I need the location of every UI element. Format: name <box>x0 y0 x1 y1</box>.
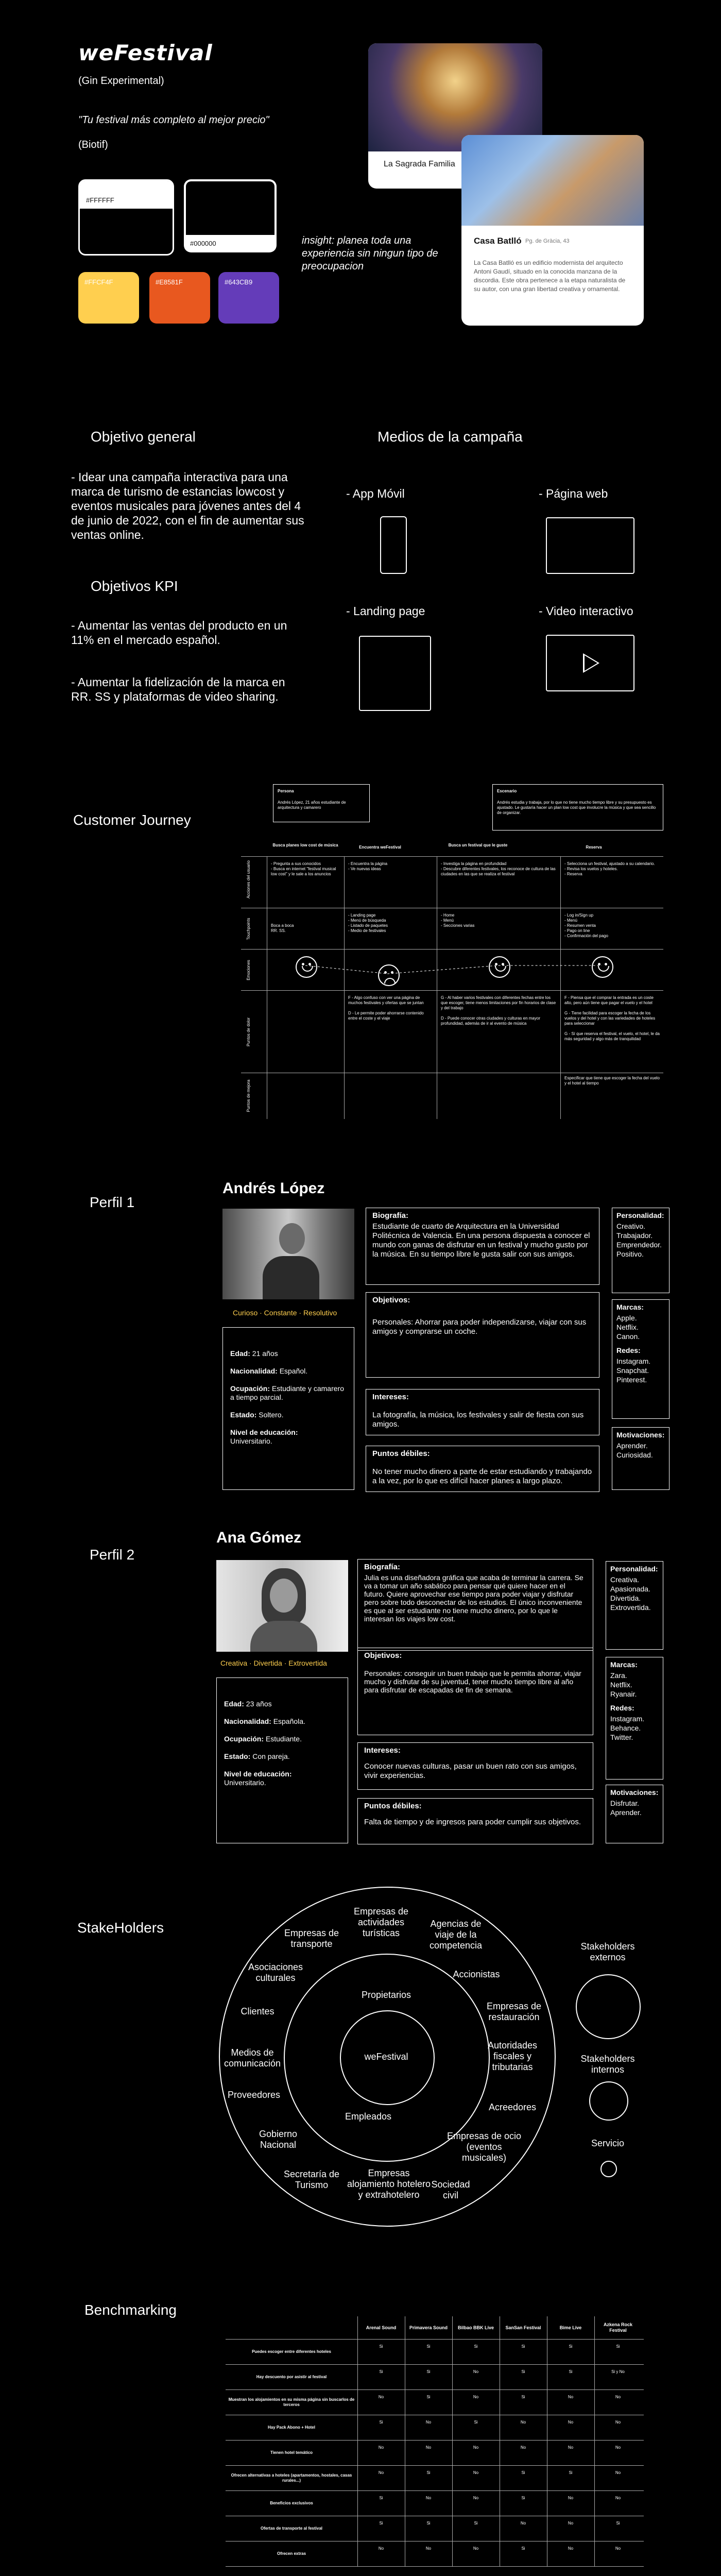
web-mockup-frame <box>546 517 634 574</box>
p1-red-text: Instagram. Snapchat. Pinterest. <box>616 1357 651 1384</box>
benchmarking-title: Benchmarking <box>84 2302 177 2318</box>
perfil2-motivaciones <box>606 1785 663 1843</box>
p1-mot-text: Aprender. Curiosidad. <box>616 1442 653 1459</box>
bench-row-label: Puedes escoger entre diferentes hoteles <box>252 2349 331 2354</box>
pain-4: F - Piensa que el comprar la entrada es un coste alto, pero aún tiene que pagar el vuelo y el hotel G - Tiene facilidad para escoger la fecha de los vuelos y del hotel y con las variedades de hoteles para seleccionar G - Sí que reserva el festival, el vuelo, el hotel, le da más seguridad y algo más de tranquilidad <box>564 995 660 1041</box>
legend-externos-label: Stakeholders externos <box>580 1941 635 1962</box>
stakeholder-mid-13: Medios de comunicación <box>224 2047 281 2069</box>
row-label-emociones: Emociones <box>246 960 251 980</box>
perfil1-obj <box>366 1292 599 1378</box>
p1-int-title: Intereses: <box>372 1393 409 1401</box>
bench-cell: Si <box>521 2470 525 2475</box>
p1-est: Soltero. <box>259 1411 284 1419</box>
bench-column-header: Bilbao BBK Live <box>457 2325 494 2330</box>
bench-cell: No <box>615 2419 621 2425</box>
swatch-white-label: #FFFFFF <box>86 196 114 204</box>
bench-cell: No <box>568 2495 574 2500</box>
kpi-item-1: - Aumentar las ventas del producto en un 11% en el mercado español. <box>71 619 287 647</box>
medio-web-label: - Página web <box>539 487 608 500</box>
action-3: - Investiga la página en profundidad - Descubre diferentes festivales, los reconoce de cultura de las ciudades en las que se realiza el festival <box>441 861 556 876</box>
perfil2-deb <box>357 1798 593 1844</box>
bench-column-header: Azkena Rock Festival <box>603 2322 633 2333</box>
bench-cell: No <box>615 2445 621 2450</box>
p2-mot-title: Motivaciones: <box>610 1788 659 1797</box>
stage-1-header: Busca planes low cost de música <box>272 843 338 848</box>
p1-per-text: Creativo. Trabajador. Emprendedor. Positivo. <box>616 1222 662 1258</box>
bench-cell: Si <box>474 2419 478 2425</box>
stage-4-header: Reserva <box>586 845 602 850</box>
brand-logo: weFestival <box>78 40 213 65</box>
p1-bio-title: Biografía: <box>372 1211 409 1220</box>
avatar-body <box>250 1621 317 1652</box>
stakeholder-mid-12: Proveedores <box>227 2090 281 2100</box>
p2-mar-text: Zara. Netflix. Ryanair. <box>610 1671 637 1698</box>
bench-cell: No <box>568 2394 574 2399</box>
persona-label: Persona <box>278 789 294 793</box>
bench-cell: Si <box>426 2369 431 2374</box>
p1-mar-text: Apple. Netflix. Canon. <box>616 1314 640 1341</box>
card-location: Pg. de Gràcia, 43 <box>525 238 570 244</box>
legend-internos-circle <box>589 2081 628 2121</box>
stakeholder-mid-16: Empresas de transporte <box>284 1928 339 1949</box>
medio-video-label: - Video interactivo <box>539 604 633 618</box>
objetivo-general-text: - Idear una campaña interactiva para una marca de turismo de estancias lowcost y eventos musicales para jóvenes antes del 4 de junio de 2022, con el fin de aumentar sus ventas online. <box>71 470 304 541</box>
p2-int-title: Intereses: <box>364 1746 401 1755</box>
perfil2-personalidad <box>606 1561 663 1650</box>
bench-cell: No <box>473 2495 479 2500</box>
insight-text: insight: planea toda una experiencia sin ningun tipo de preocupacion <box>302 235 438 272</box>
bench-cell: No <box>473 2470 479 2475</box>
scenario-box <box>492 784 663 831</box>
emotion-happy-icon <box>489 956 510 978</box>
swatch-yellow-label: #FFCF4F <box>84 278 113 286</box>
swatch-orange-label: #E8581F <box>156 278 183 286</box>
perfil1-motivaciones <box>612 1427 670 1490</box>
bench-cell: Si <box>426 2344 431 2349</box>
bench-column-header: Arenal Sound <box>366 2325 397 2330</box>
bench-cell: No <box>473 2369 479 2374</box>
bench-cell: No <box>520 2445 526 2450</box>
bench-cell: Si <box>379 2369 383 2374</box>
p1-edad: 21 años <box>252 1349 278 1358</box>
p1-est-key: Estado: <box>230 1411 257 1419</box>
stakeholder-mid-3: Accionistas <box>453 1969 500 1979</box>
perfil2-label: Perfil 2 <box>90 1547 135 1563</box>
bench-row-label: Tienen hotel temático <box>270 2450 313 2455</box>
objetivos-kpi-title: Objetivos KPI <box>91 578 178 594</box>
medio-landing-label: - Landing page <box>346 604 425 618</box>
perfil1-int <box>366 1389 599 1435</box>
p2-per-title: Personalidad: <box>610 1565 658 1573</box>
row-label-touchpoints: Touchpoints <box>246 918 251 940</box>
bench-cell: No <box>425 2419 432 2425</box>
p2-est: Con pareja. <box>252 1752 290 1760</box>
benchmarking-table <box>226 2316 644 2569</box>
p2-edad: 23 años <box>246 1700 272 1708</box>
journey-title: Customer Journey <box>73 812 191 828</box>
bench-row-label: Ofertas de transporte al festival <box>260 2526 323 2531</box>
bench-cell: No <box>615 2546 621 2551</box>
card-casa-batllo[interactable] <box>461 135 644 326</box>
p2-ocu-key: Ocupación: <box>224 1735 264 1743</box>
p1-obj-text: Personales: Ahorrar para poder independizarse, viajar con sus amigos y comprarse un coche. <box>372 1318 587 1336</box>
bench-cell: Si <box>569 2470 573 2475</box>
avatar-body <box>263 1256 319 1299</box>
p2-red-text: Instagram. Behance. Twitter. <box>610 1715 645 1741</box>
bench-row-label: Beneficios exclusivos <box>270 2500 313 2505</box>
stakeholder-mid-6: Acreedores <box>488 2102 537 2112</box>
persona-text: Andrés López, 21 años estudiante de arquitectura y camarero <box>278 800 346 810</box>
perfil2-int <box>357 1742 593 1790</box>
stakeholder-center: weFestival <box>364 2052 408 2062</box>
p2-deb-title: Puntos débiles: <box>364 1802 422 1810</box>
touch-3: - Home - Menú - Secciones varias <box>441 913 475 928</box>
action-4: - Selecciona un festival, ajustado a su calendario. - Revisa los vuelos y hoteles. - Reserva <box>564 861 655 876</box>
p2-red-title: Redes: <box>610 1704 634 1712</box>
p2-nac: Española. <box>273 1717 305 1725</box>
p1-obj-title: Objetivos: <box>372 1296 410 1304</box>
p2-niv-key: Nivel de educación: <box>224 1770 292 1778</box>
scenario-label: Escenario <box>497 789 517 793</box>
bench-row-label: Muestran los alojamientos en su misma página sin buscarlos de terceros <box>228 2397 355 2407</box>
perfil2-marcas <box>606 1657 663 1780</box>
row-label-dolor: Puntos de dolor <box>246 1017 251 1047</box>
perfil1-traits: Curioso · Constante · Resolutivo <box>233 1309 337 1317</box>
p1-deb-title: Puntos débiles: <box>372 1449 430 1458</box>
stakeholders-diagram <box>219 1887 556 2227</box>
persona-box <box>273 784 370 822</box>
p1-nac-key: Nacionalidad: <box>230 1367 278 1375</box>
card-title: Casa Batlló <box>474 236 522 246</box>
bench-cell: No <box>568 2546 574 2551</box>
stage-2-header: Encuentra weFestival <box>359 845 401 850</box>
journey-grid <box>241 841 663 1119</box>
bench-column-header: Bime Live <box>559 2325 582 2330</box>
card-label: La Sagrada Familia <box>384 160 455 168</box>
legend-internos-label: Stakeholders internos <box>580 2054 635 2075</box>
bench-cell: No <box>473 2394 479 2399</box>
pain-2: F - Algo confuso con ver una página de muchos festivales y ofertas que se juntan D - Le permite poder ahorrarse contenido entre el coste y el viaje <box>348 995 424 1021</box>
bench-cell: No <box>378 2394 384 2399</box>
p2-ocu: Estudiante. <box>265 1735 302 1743</box>
perfil1-bio <box>366 1208 599 1285</box>
row-label-acciones: Acciones del usuario <box>246 860 251 899</box>
brand-tagline: "Tu festival más completo al mejor precio" <box>78 114 269 126</box>
p2-nac-key: Nacionalidad: <box>224 1717 271 1725</box>
p1-ocu: Estudiante y camarero a tiempo parcial. <box>230 1384 344 1401</box>
p2-bio-text: Julia es una diseñadora gráfica que acaba de terminar la carrera. Se va a tomar un año sabático para pensar qué quiere hacer en el futuro. Quiere aprovechar ese tiempo para poder viajar y disfrutar pero sobre todo desconectar de los estudios. El único inconveniente es que al ser estudiante no tiene mucho dinero, por lo que le interesan los viajes low cost. <box>364 1573 583 1623</box>
bench-cell: No <box>425 2445 432 2450</box>
perfil1-label: Perfil 1 <box>90 1194 135 1210</box>
medios-title: Medios de la campaña <box>377 429 523 445</box>
pain-3: G - Al haber varios festivales con diferentes fechas entre los que escoger, tiene menos limitaciones por fin horarios de clase y del trabajo D - Puede conocer otras ciudades y culturas en mayor profundidad, además de ir al evento de música <box>441 995 556 1026</box>
swatch-orange <box>149 272 210 324</box>
bench-cell: Si <box>616 2520 620 2526</box>
p2-niv: Universitario. <box>224 1778 266 1787</box>
avatar-head <box>279 1223 305 1254</box>
bench-cell: Si <box>379 2419 383 2425</box>
emotion-happy-icon <box>296 956 317 978</box>
action-2: - Encuentra la página - Ve nuevas ideas <box>348 861 388 871</box>
p1-niv-key: Nivel de educación: <box>230 1428 298 1436</box>
bench-cell: Si <box>569 2369 573 2374</box>
swatch-yellow <box>78 272 139 324</box>
perfil2-datos <box>216 1677 348 1843</box>
perfil1-personalidad <box>612 1208 670 1293</box>
stakeholder-mid-9: Empresas alojamiento hotelero y extrahotelero <box>347 2168 431 2200</box>
stakeholder-mid-11: Gobierno Nacional <box>259 2129 298 2150</box>
p1-bio-text: Estudiante de cuarto de Arquitectura en la Universidad Politécnica de Valencia. En una persona dispuesta a conocer el mundo con ganas de disfrutar en un festival y mucho gusto por la música. En su tiempo libre le gusta salir con sus amigos. <box>372 1222 590 1259</box>
stakeholder-mid-10: Secretaría de Turismo <box>283 2169 340 2190</box>
perfil2-avatar <box>216 1560 348 1652</box>
perfil2-name: Ana Gómez <box>216 1529 302 1546</box>
p1-mar-title: Marcas: <box>616 1303 644 1311</box>
bench-cell: No <box>425 2546 432 2551</box>
bench-cell: No <box>615 2394 621 2399</box>
objetivo-general-title: Objetivo general <box>91 429 196 445</box>
bench-cell: No <box>473 2546 479 2551</box>
p2-bio-title: Biografía: <box>364 1563 401 1571</box>
swatch-white <box>78 179 174 256</box>
kpi-item-2: - Aumentar la fidelización de la marca en RR. SS y plataformas de video sharing. <box>71 675 285 703</box>
legend-servicio-label: Servicio <box>591 2138 625 2148</box>
stakeholder-inner-1: Propietarios <box>361 1990 411 2000</box>
perfil2-obj <box>357 1648 593 1735</box>
legend-servicio-circle <box>600 2161 617 2177</box>
touch-2: - Landing page - Menú de búsqueda - Listado de paquetes - Medio de festivales <box>348 913 388 933</box>
bench-cell: Si <box>521 2344 525 2349</box>
bench-cell: Si <box>379 2495 383 2500</box>
landing-mockup-frame <box>359 636 431 711</box>
touch-1: Boca a boca RR. SS. <box>271 923 294 933</box>
bench-cell: Si <box>521 2394 525 2399</box>
bench-cell: Si <box>426 2394 431 2399</box>
action-1: - Pregunta a sus conocidos - Busca en internet "festival musical low cost" y le sale a los anuncios <box>271 861 336 876</box>
bench-cell: Si <box>426 2470 431 2475</box>
bench-cell: No <box>568 2520 574 2526</box>
emotion-happy-icon <box>592 956 613 978</box>
perfil2-bio <box>357 1559 593 1651</box>
bench-cell: Si <box>474 2344 478 2349</box>
perfil1-marcas <box>612 1299 670 1419</box>
perfil1-datos <box>222 1327 354 1490</box>
bench-cell: No <box>615 2495 621 2500</box>
swatch-black-label: #000000 <box>190 240 216 247</box>
avatar-head <box>270 1579 298 1613</box>
bench-cell: Si <box>521 2495 525 2500</box>
swatch-purple-label: #643CB9 <box>225 278 253 286</box>
bench-cell: No <box>473 2445 479 2450</box>
bench-cell: No <box>425 2495 432 2500</box>
stakeholders-title: StakeHolders <box>77 1920 164 1936</box>
stakeholder-inner-2: Empleados <box>345 2111 392 2122</box>
legend-externos-circle <box>576 1974 641 2039</box>
brand-client: (Biotif) <box>78 139 108 150</box>
stage-3-header: Busca un festival que le guste <box>448 843 508 848</box>
bench-cell: Si <box>521 2369 525 2374</box>
app-mockup-frame <box>380 516 407 574</box>
perfil1-deb <box>366 1446 599 1492</box>
p2-obj-text: Personales: conseguir un buen trabajo que le permita ahorrar, viajar mucho y disfrutar de su juventud, tener mucho tiempo libre al año para disfrutar de escapadas de fin de semana. <box>364 1669 581 1694</box>
improve-4: Especificar que tiene que escoger la fecha del vuelo y el hotel al tiempo <box>564 1076 660 1086</box>
bench-cell: No <box>520 2520 526 2526</box>
p1-deb-text: No tener mucho dinero a parte de estar estudiando y trabajando a la vez, por lo que es difícil hacer planes a largo plazo. <box>372 1467 592 1485</box>
bench-cell: Si <box>521 2546 525 2551</box>
stakeholder-mid-14: Clientes <box>241 2006 274 2016</box>
stakeholder-mid-1: Empresas de actividades turísticas <box>353 1906 409 1938</box>
bench-cell: Si <box>379 2520 383 2526</box>
card-text: La Casa Batlló es un edificio modernista del arquitecto Antoni Gaudí, situado en la conocida manzana de la discordia. Este obra pertenece a la etapa naturalista de su autor, con una gran libertad creativa y ornamental. <box>474 259 626 293</box>
emotion-sad-icon <box>378 964 400 986</box>
bench-cell: Si <box>426 2520 431 2526</box>
p2-obj-title: Objetivos: <box>364 1651 402 1660</box>
bench-cell: Si <box>569 2344 573 2349</box>
p2-per-text: Creativa. Apasionada. Divertida. Extrovertida. <box>610 1575 651 1612</box>
bench-cell: No <box>378 2546 384 2551</box>
medio-app-label: - App Móvil <box>346 487 405 500</box>
bench-row-label: Ofrecen extras <box>277 2551 306 2556</box>
bench-cell: No <box>520 2419 526 2425</box>
stakeholder-mid-5: Autoridades fiscales y tributarias <box>487 2040 538 2072</box>
p2-mar-title: Marcas: <box>610 1660 638 1669</box>
p1-red-title: Redes: <box>616 1346 641 1354</box>
p2-deb-text: Falta de tiempo y de ingresos para poder cumplir sus objetivos. <box>364 1818 581 1826</box>
stakeholder-mid-8: Sociedad civil <box>431 2179 470 2200</box>
bench-cell: No <box>568 2419 574 2425</box>
bench-cell: Si <box>474 2520 478 2526</box>
p1-nac: Español. <box>279 1367 308 1375</box>
stakeholder-mid-7: Empresas de ocio (eventos musicales) <box>447 2131 522 2163</box>
bench-row-label: Hay descuento por asistir al festival <box>256 2374 327 2379</box>
bench-column-header: Primavera Sound <box>409 2325 448 2330</box>
stakeholder-mid-4: Empresas de restauración <box>486 2001 542 2022</box>
bench-row-label: Hay Pack Abono + Hotel <box>268 2425 315 2430</box>
bench-row-label: Ofrecen alternativas a hoteles (apartamentos, hostales, casas rurales...) <box>231 2472 352 2483</box>
perfil1-name: Andrés López <box>222 1180 325 1197</box>
video-mockup-frame[interactable] <box>546 635 634 691</box>
p2-int-text: Conocer nuevas culturas, pasar un buen rato con sus amigos, vivir experiencias. <box>364 1762 577 1780</box>
p2-est-key: Estado: <box>224 1752 251 1760</box>
perfil2-traits: Creativa · Divertida · Extrovertida <box>220 1659 327 1667</box>
bench-cell: Si y No <box>611 2369 625 2374</box>
bench-cell: Si <box>616 2344 620 2349</box>
brand-subtitle: (Gin Experimental) <box>78 75 164 87</box>
bench-cell: No <box>378 2445 384 2450</box>
bench-cell: Si <box>379 2344 383 2349</box>
p1-mot-title: Motivaciones: <box>616 1431 665 1439</box>
p1-per-title: Personalidad: <box>616 1211 664 1219</box>
bench-column-header: SanSan Festival <box>505 2325 541 2330</box>
p1-edad-key: Edad: <box>230 1349 250 1358</box>
stakeholder-mid-15: Asociaciones culturales <box>248 1962 303 1983</box>
bench-cell: No <box>568 2445 574 2450</box>
swatch-black <box>184 179 277 252</box>
card-photo <box>461 135 644 226</box>
p1-ocu-key: Ocupación: <box>230 1384 270 1393</box>
scenario-text: Andrés estudia y trabaja, por lo que no tiene mucho tiempo libre y su presupuesto es ajustado. Le gustaría hacer un plan low cost que involucre la música y que sea sencillo de organizar. <box>497 800 656 815</box>
bench-cell: No <box>615 2470 621 2475</box>
perfil1-avatar <box>222 1209 354 1299</box>
swatch-purple <box>218 272 279 324</box>
p1-niv: Universitario. <box>230 1437 272 1445</box>
p2-edad-key: Edad: <box>224 1700 244 1708</box>
stakeholder-mid-2: Agencias de viaje de la competencia <box>429 1919 483 1951</box>
p1-int-text: La fotografía, la música, los festivales y salir de fiesta con sus amigos. <box>372 1411 584 1429</box>
bench-cell: No <box>378 2470 384 2475</box>
p2-mot-text: Disfrutar. Aprender. <box>610 1799 642 1817</box>
touch-4: - Log in/Sign up - Menú - Resumen venta - Pago on line - Confirmación del pago <box>564 913 608 938</box>
row-label-mejora: Puntos de mejora <box>246 1079 251 1112</box>
